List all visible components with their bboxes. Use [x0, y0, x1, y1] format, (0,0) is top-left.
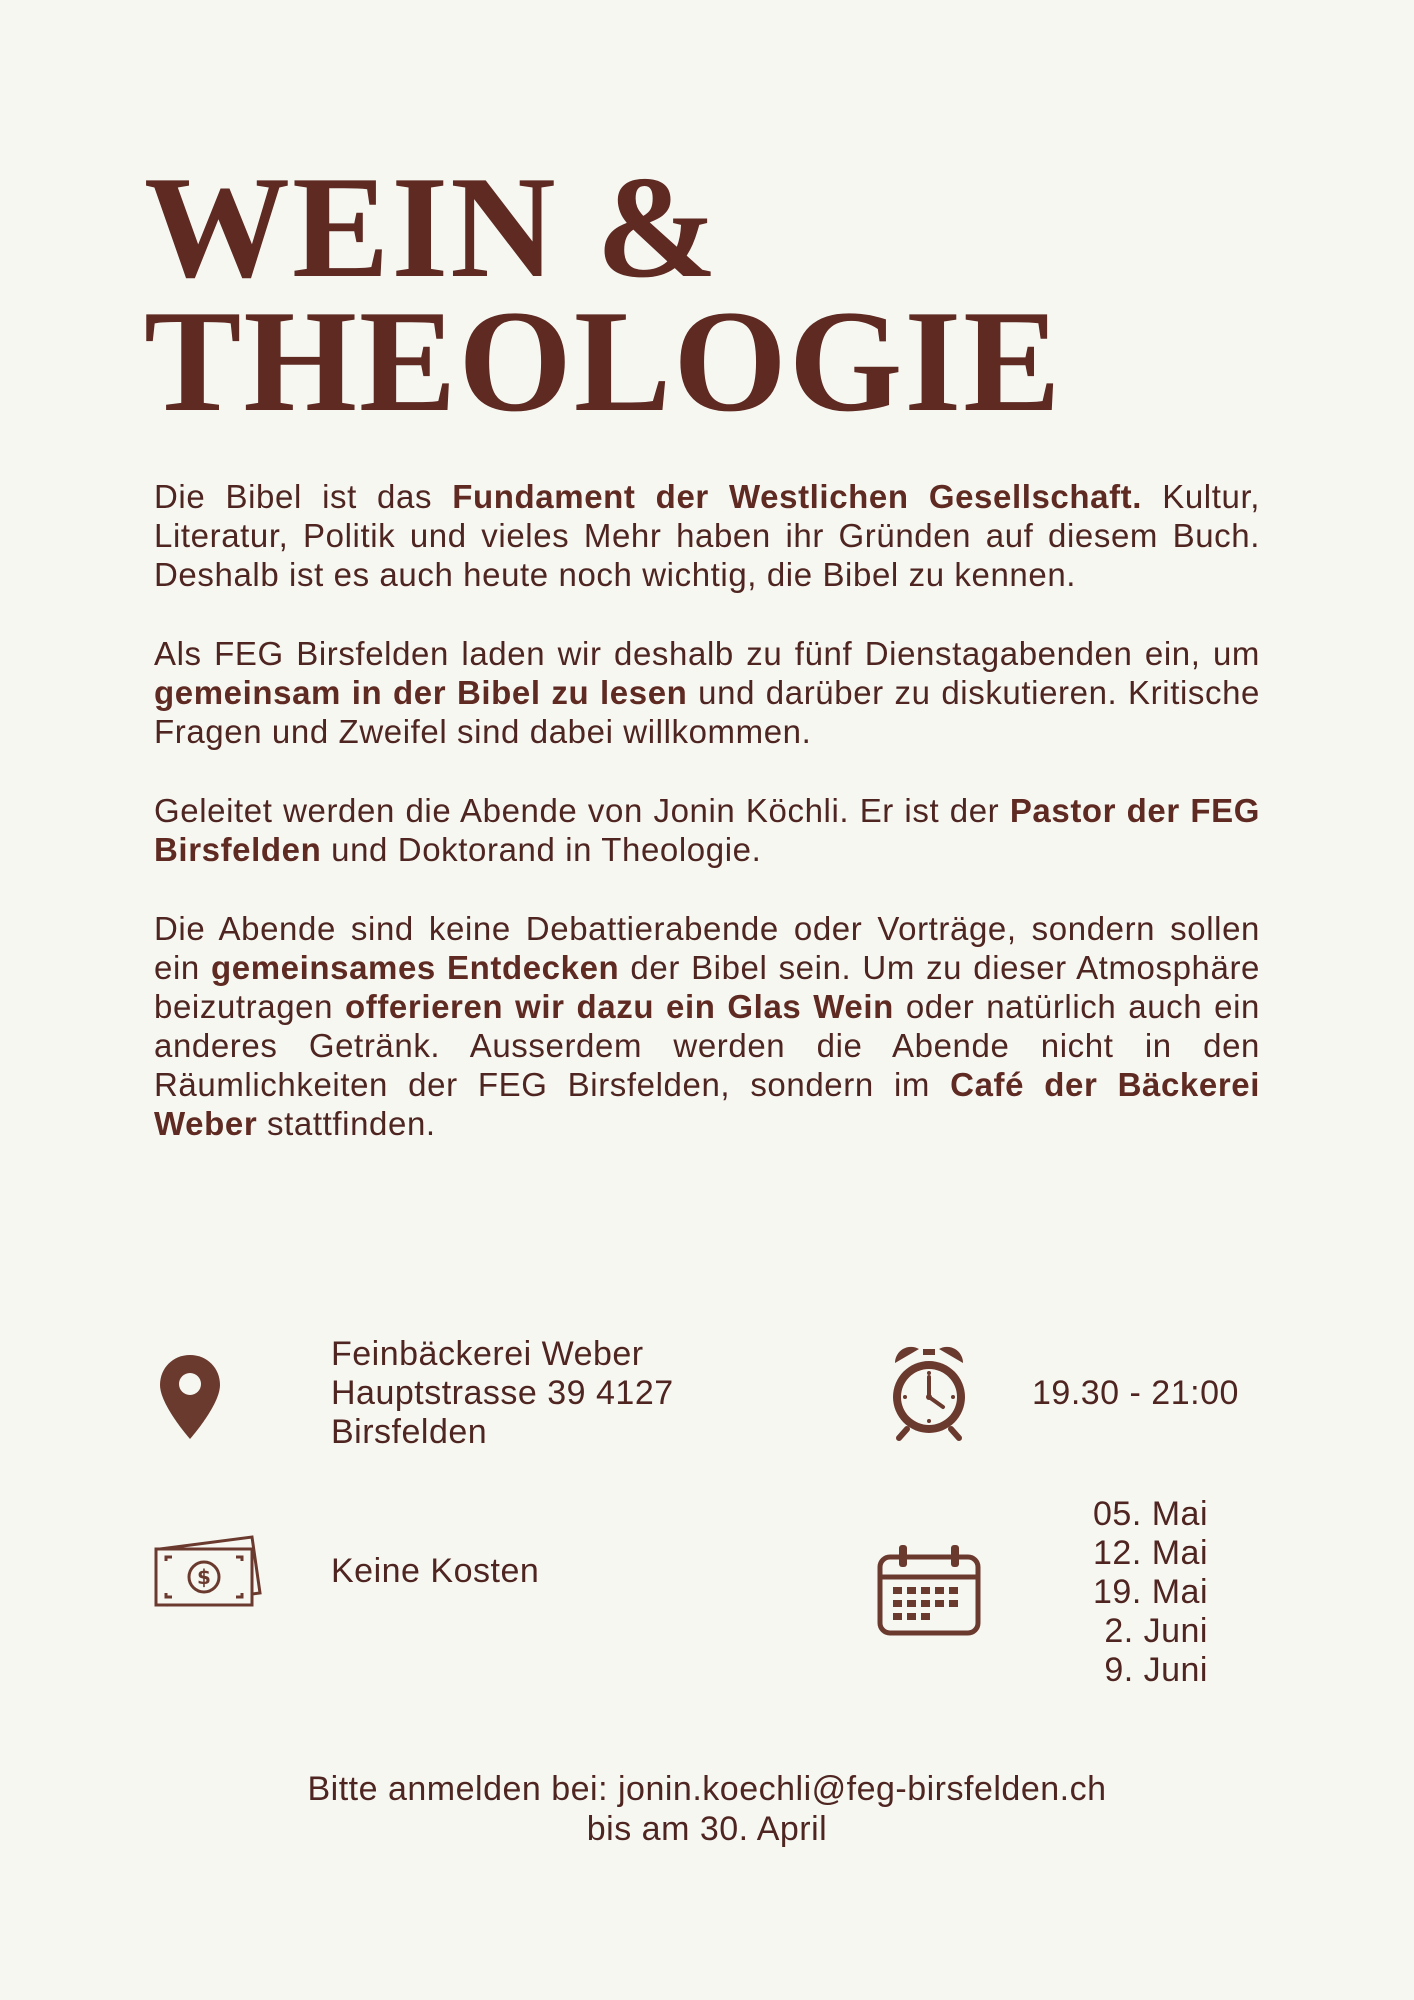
- paragraph-text: und Doktorand in Theologie.: [321, 831, 762, 868]
- date-item: 12. Mai: [1093, 1534, 1208, 1572]
- paragraph-text: Die Bibel ist das: [154, 478, 453, 515]
- paragraph-text: und darüber zu diskutieren. Kritische Fragen und Zweifel sind dabei willkommen.: [154, 674, 1260, 750]
- highlight-text: gemeinsames Entdecken: [210, 949, 620, 986]
- map-pin-icon: [158, 1353, 222, 1441]
- intro-text: [154, 477, 1260, 1183]
- highlight-text: Café der Bäckerei Weber: [154, 1066, 1261, 1142]
- title-line-2: THEOLOGIE: [144, 280, 1063, 442]
- cost-text: Keine Kosten: [331, 1552, 540, 1590]
- money-bill-icon: [152, 1535, 264, 1611]
- location-name: Feinbäckerei Weber: [331, 1335, 644, 1373]
- time-text: 19.30 - 21:00: [1032, 1374, 1239, 1412]
- page-title: [144, 146, 1294, 442]
- paragraph-text: Geleitet werden die Abende von Jonin Köchli. Er ist der: [154, 792, 1010, 829]
- paragraph-text: Kultur, Literatur, Politik und vieles Mehr haben ihr Gründen auf diesem Buch. Deshalb ist es auch heute noch wichtig, die Bibel zu kennen.: [154, 478, 1260, 593]
- date-item: 05. Mai: [1093, 1495, 1208, 1533]
- paragraph-text: der Bibel sein. Um zu dieser Atmosphäre beizutragen: [154, 949, 1260, 1025]
- dates-list: [1040, 1495, 1208, 1690]
- highlight-text: gemeinsam in der Bibel zu lesen: [154, 674, 688, 711]
- paragraph-text: stattfinden.: [257, 1105, 436, 1142]
- paragraph-text: oder natürlich auch ein anderes Getränk. Ausserdem werden die Abende nicht in den Räumlichkeiten der FEG Birsfelden, sondern im: [154, 988, 1260, 1103]
- date-item: 2. Juni: [1104, 1612, 1208, 1650]
- registration-deadline: bis am 30. April: [586, 1810, 828, 1848]
- paragraph-4: [154, 909, 1260, 1143]
- date-item: 19. Mai: [1093, 1573, 1208, 1611]
- registration-footer: [0, 1769, 1414, 1849]
- paragraph-2: [154, 634, 1260, 751]
- location-street: Hauptstrasse 39 4127: [331, 1374, 674, 1412]
- highlight-text: offerieren wir dazu ein Glas Wein: [344, 988, 894, 1025]
- svg-text:$: $: [197, 1565, 211, 1589]
- title-line-1: WEIN &: [144, 146, 720, 308]
- location-city: Birsfelden: [331, 1413, 488, 1451]
- alarm-clock-icon: [885, 1341, 973, 1441]
- registration-email[interactable]: Bitte anmelden bei: jonin.koechli@feg-birsfelden.ch: [307, 1770, 1107, 1808]
- calendar-icon: [877, 1543, 981, 1637]
- location-info: [331, 1335, 674, 1452]
- paragraph-3: [154, 791, 1260, 869]
- highlight-text: Fundament der Westlichen Gesellschaft.: [452, 478, 1143, 515]
- highlight-text: Pastor der FEG Birsfelden: [154, 792, 1260, 868]
- date-item: 9. Juni: [1104, 1651, 1208, 1689]
- paragraph-text: Als FEG Birsfelden laden wir deshalb zu fünf Dienstagabenden ein, um: [154, 635, 1260, 672]
- paragraph-1: [154, 477, 1260, 594]
- paragraph-text: Die Abende sind keine Debattierabende oder Vorträge, sondern sollen ein: [154, 910, 1260, 986]
